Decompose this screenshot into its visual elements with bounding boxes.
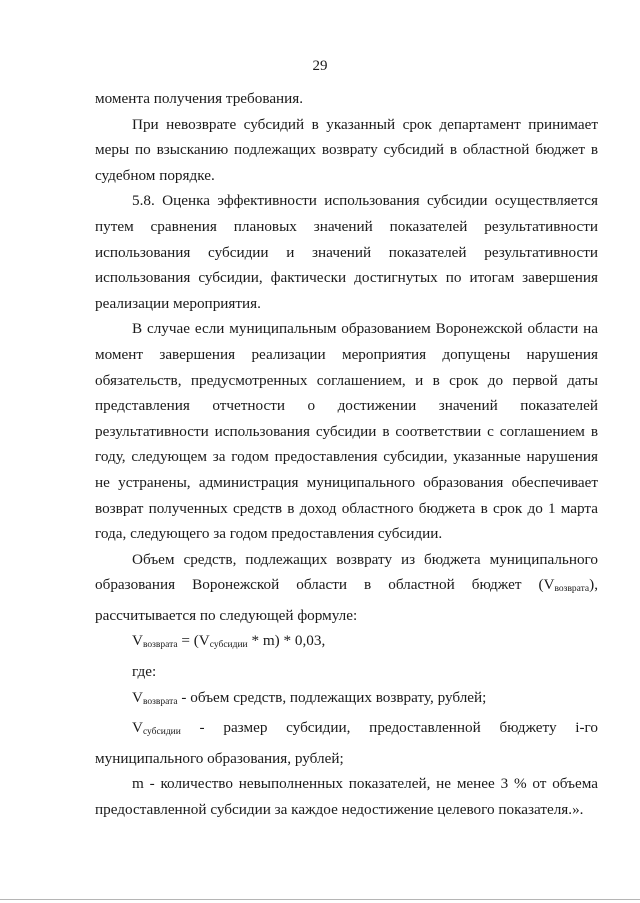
formula-mid: = (V: [177, 632, 210, 650]
def2-v: V: [132, 719, 143, 737]
definition-v-subsidy: [95, 715, 598, 771]
definition-m: m - количество невыполненных показателей, не менее 3 % от объема предоставленной субсидии за каждое недостижение целевого показателя.».: [95, 775, 598, 819]
page-number: 29: [312, 58, 328, 74]
formula-tail: * m) * 0,03,: [247, 632, 326, 650]
def2-text: - размер субсидии, предоставленной бюджету i-го муниципального образования, рублей;: [95, 719, 598, 767]
formula-sub2: субсидии: [209, 640, 248, 651]
where-label: где:: [132, 663, 157, 681]
formula-v1: V: [132, 632, 143, 650]
paragraph-return-volume: [95, 547, 598, 629]
return-volume-text: Объем средств, подлежащих возврату из бюджета муниципального образования Воронежской области в областной бюджет (V: [95, 550, 598, 594]
return-volume-tail: ), рассчитывается по следующей формуле:: [95, 576, 598, 624]
return-volume-subscript: возврата: [554, 584, 590, 595]
document-body: [95, 86, 598, 823]
paragraph-non-return: При невозврате субсидий в указанный срок департамент принимает меры по взысканию подлежащих возврату субсидий в областной бюджет в судебном порядке.: [95, 115, 598, 184]
bottom-divider: [0, 899, 640, 900]
def1-v: V: [132, 688, 143, 706]
paragraph-5-8: 5.8. Оценка эффективности использования субсидии осуществляется путем сравнения плановых значений показателей результативности использования субсидии и значений показателей результативности использования субсидии, фактически достигнутых по итогам завершения реализации мероприятия.: [95, 192, 598, 312]
def2-sub: субсидии: [142, 727, 181, 738]
definition-v-return: [95, 685, 598, 716]
paragraph-continuation: момента получения требования.: [95, 90, 304, 107]
def1-text: - объем средств, подлежащих возврату, рублей;: [177, 688, 487, 706]
def1-sub: возврата: [142, 696, 178, 707]
formula-line: [95, 628, 598, 659]
formula-sub1: возврата: [142, 640, 178, 651]
paragraph-violations: В случае если муниципальным образованием Воронежской области на момент завершения реализации мероприятия допущены нарушения обязательств, предусмотренных соглашением, и в срок до первой даты представления отчетности о достижении значений показателей результативности использования субсидии в соответствии с соглашением в году, следующем за годом предоставления субсидии, указанные нарушения не устранены, администрация муниципального образования обеспечивает возврат полученных средств в доход областного бюджета в срок до 1 марта года, следующего за годом предоставления субсидии.: [95, 320, 598, 543]
